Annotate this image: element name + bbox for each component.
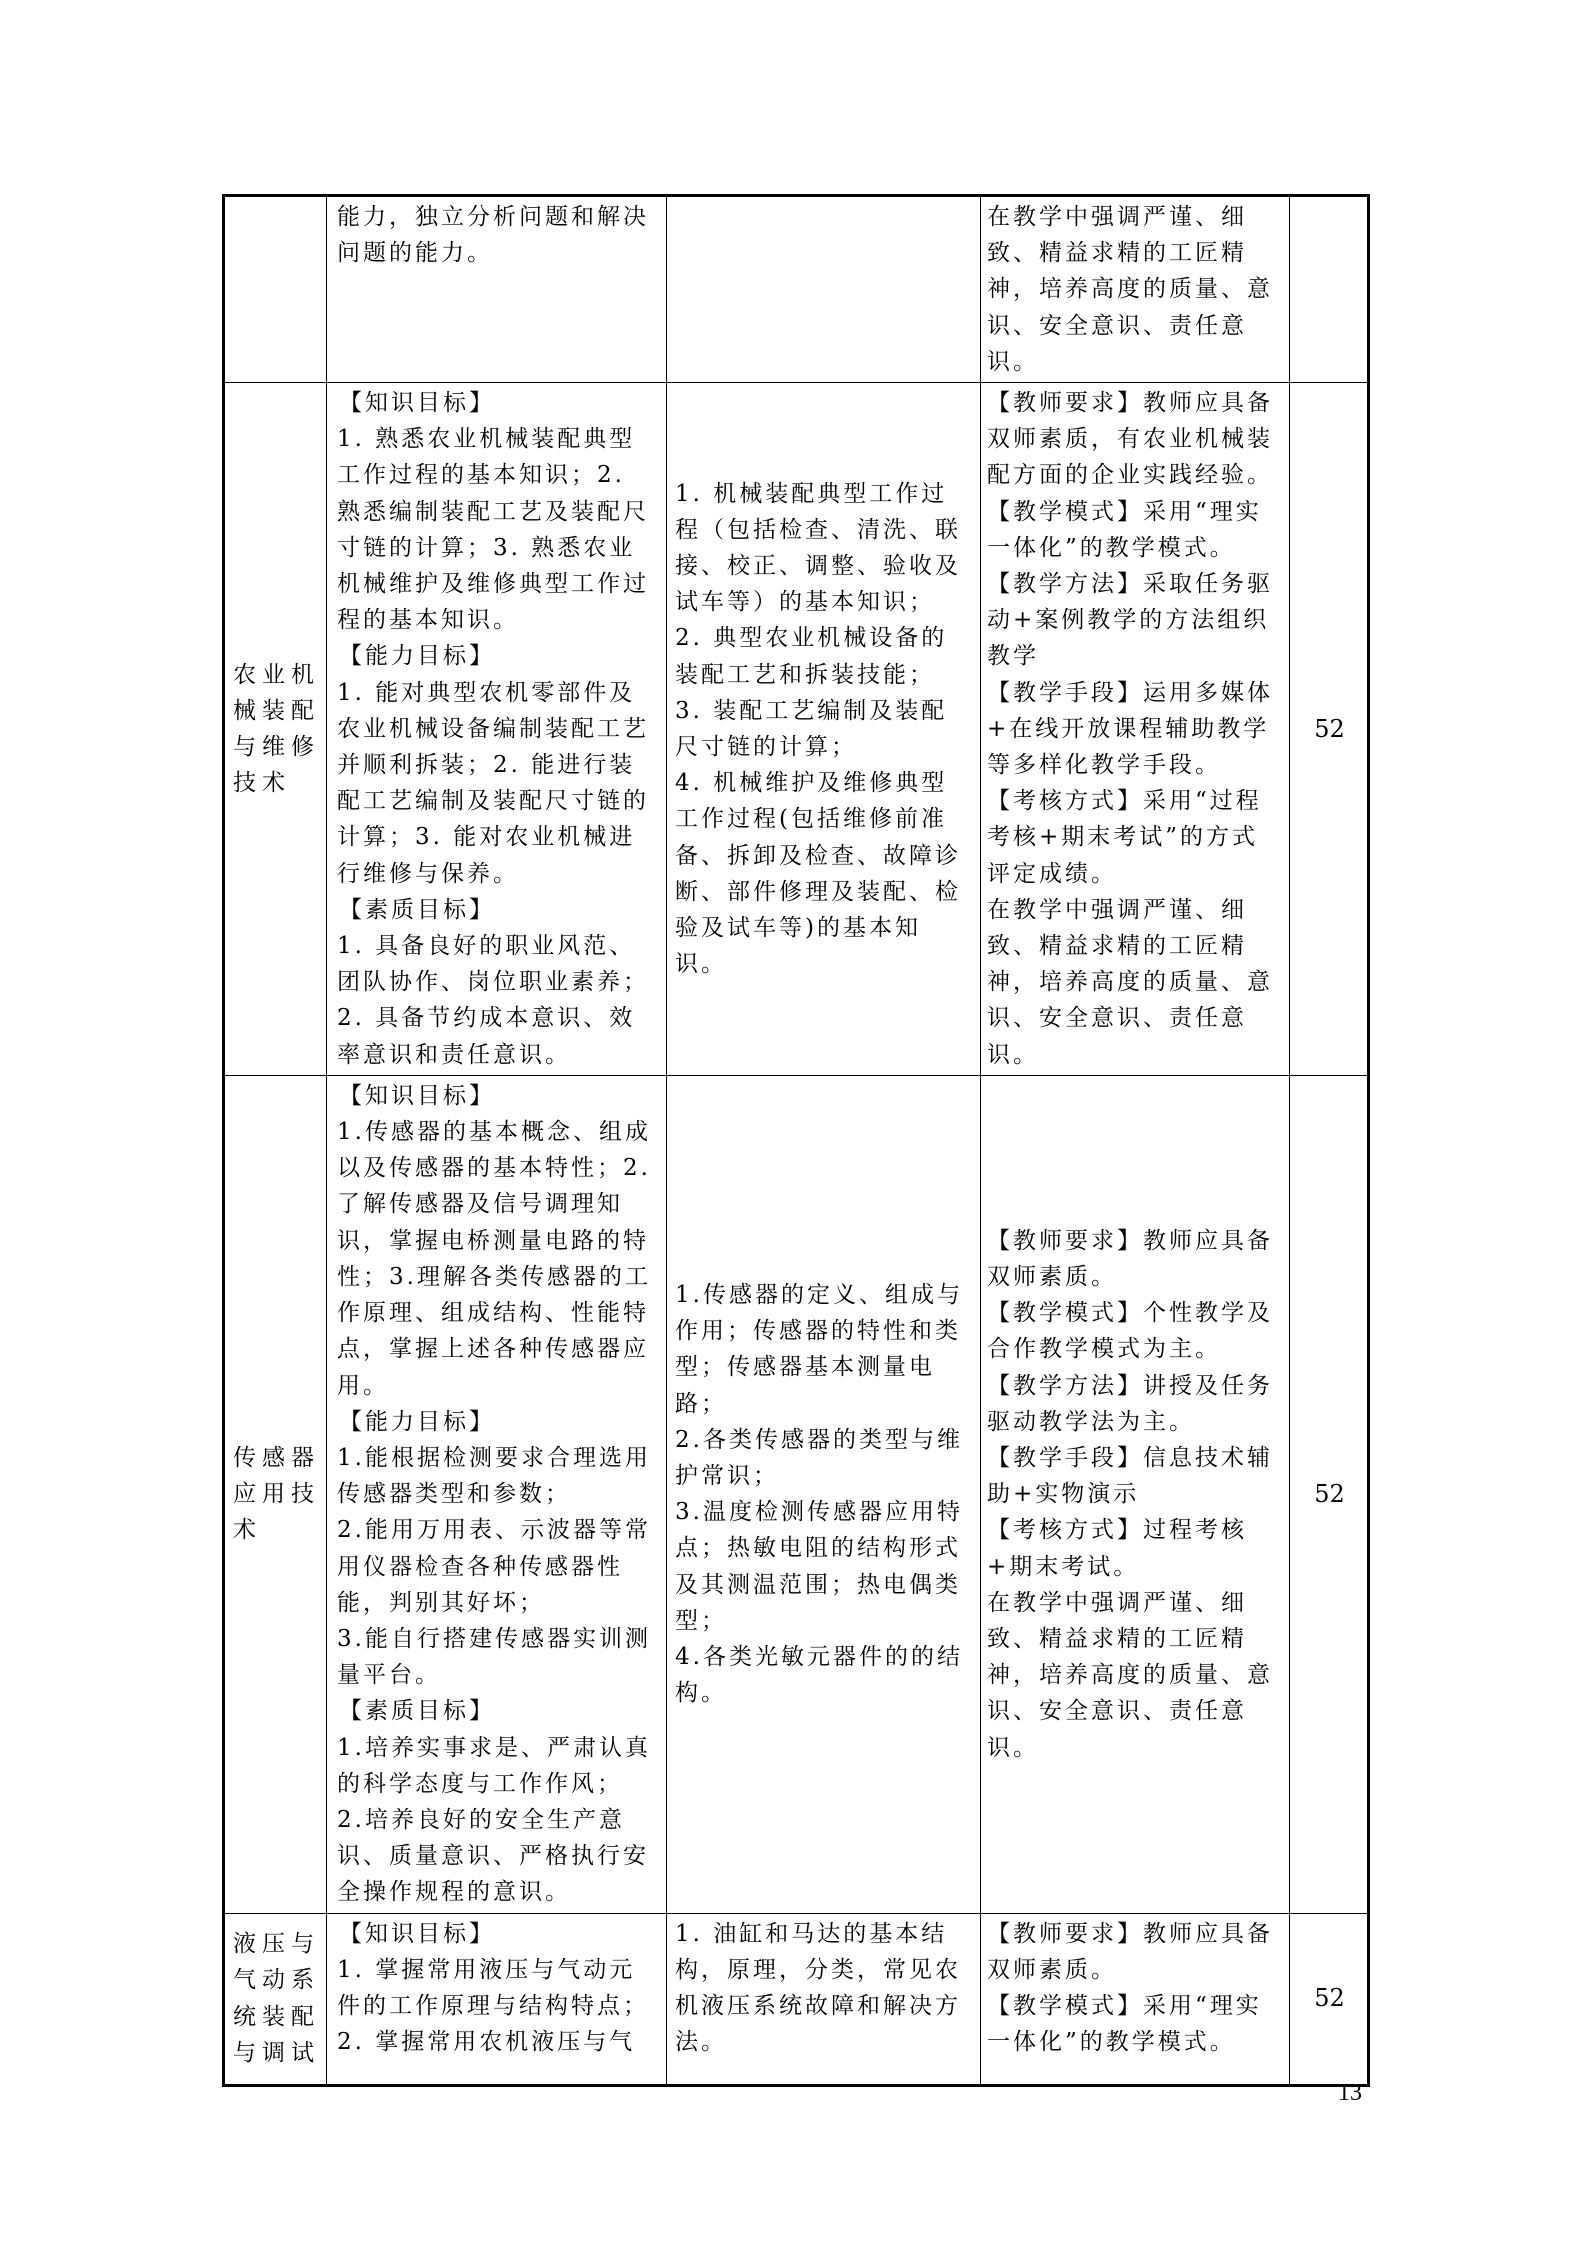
quality-goal-heading: 【素质目标】 [339,1698,495,1725]
objective-line: 2.能用万用表、示波器等常用仪器检查各种传感器性能，判别其好坏； [337,1517,651,1616]
table-row [224,196,1369,383]
teaching-mode: 【教学模式】采用“理实一体化”的教学模式。 [987,1992,1262,2056]
teaching-cell [981,1913,1290,2085]
teaching-mode: 【教学模式】采用“理实一体化”的教学模式。 [987,498,1262,561]
objective-line: 2. 具备节约成本意识、效率意识和责任意识。 [337,1005,636,1068]
teaching-means: 【教学手段】信息技术辅助+实物演示 [987,1444,1273,1508]
teaching-mode: 【教学模式】个性教学及合作教学模式为主。 [987,1300,1273,1363]
teaching-cell [981,196,1290,383]
assessment-method: 【考核方式】过程考核+期末考试。 [987,1517,1247,1580]
objectives-cell [327,196,667,383]
page-number: 13 [1338,2080,1362,2106]
teaching-method: 【教学方法】采取任务驱动+案例教学的方法组织教学 [987,571,1273,670]
content-line: 4. 机械维护及维修典型工作过程(包括维修前准备、拆卸及检查、故障诊断、部件修理及装配、检验及试车等)的基本知识。 [675,770,961,978]
content-line: 3.温度检测传感器应用特点；热敏电阻的结构形式及其测温范围；热电偶类型； [675,1499,963,1634]
objective-line: 1.培养实事求是、严肃认真的科学态度与工作作风； [337,1734,651,1797]
objective-line: 1. 具备良好的职业风范、团队协作、岗位职业素养； [337,933,649,996]
content-cell [667,1913,981,2085]
table-row [224,1075,1369,1913]
quality-goal-heading: 【素质目标】 [339,896,495,923]
content-line: 1. 油缸和马达的基本结构，原理，分类，常见农机液压系统故障和解决方法。 [675,1920,961,2056]
content-line: 2. 典型农业机械设备的装配工艺和拆装技能； [675,625,948,688]
teaching-cell [981,383,1290,1076]
objective-line: 3.能自行搭建传感器实训测量平台。 [337,1625,651,1689]
objectives-cell [327,1913,667,2085]
table-row [224,383,1369,1076]
knowledge-goal-heading: 【知识目标】 [339,1920,495,1947]
teaching-method: 【教学方法】讲授及任务驱动教学法为主。 [987,1372,1273,1435]
objective-line: 1. 熟悉农业机械装配典型工作过程的基本知识；2. 熟悉编制装配工艺及装配尺寸链的计算；3. 熟悉农业机械维护及维修典型工作过程的基本知识。 [337,426,649,634]
content-line: 4.各类光敏元器件的的结构。 [675,1644,963,1707]
content-line: 1.传感器的定义、组成与作用；传感器的特性和类型；传感器基本测量电路； [675,1281,963,1417]
objective-line: 1.能根据检测要求合理选用传感器类型和参数； [337,1444,651,1508]
content-line: 1. 机械装配典型工作过程（包括检查、清洗、联接、校正、调整、验收及试车等）的基本知识； [675,480,961,616]
objectives-cell [327,383,667,1076]
teacher-requirement: 【教师要求】教师应具备双师素质，有农业机械装配方面的企业实践经验。 [987,390,1273,489]
hours-cell: 52 [1290,1913,1369,2085]
hours-cell [1290,196,1369,383]
objective-line: 2. 掌握常用农机液压与气 [337,2029,636,2056]
knowledge-goal-heading: 【知识目标】 [339,390,495,417]
hours-cell: 52 [1290,383,1369,1076]
objective-line: 能力，独立分析问题和解决问题的能力。 [337,204,649,267]
objective-line: 1.传感器的基本概念、组成以及传感器的基本特性；2.了解传感器及信号调理知识，掌握电桥测量电路的特性；3.理解各类传感器的工作原理、组成结构、性能特点，掌握上述各种传感器应用。 [337,1119,651,1399]
objective-line: 1. 掌握常用液压与气动元件的工作原理与结构特点； [337,1956,649,2019]
ability-goal-heading: 【能力目标】 [339,1408,495,1435]
course-name-cell: 农业机械装配与维修技术 [224,383,327,1076]
objective-line: 1. 能对典型农机零部件及农业机械设备编制装配工艺并顺利拆装；2. 能进行装配工艺编制及装配尺寸链的计算；3. 能对农业机械进行维修与保养。 [337,679,649,887]
content-cell [667,383,981,1076]
ability-goal-heading: 【能力目标】 [339,643,495,670]
teacher-requirement: 【教师要求】教师应具备双师素质。 [987,1227,1273,1290]
hours-cell: 52 [1290,1075,1369,1913]
assessment-method: 【考核方式】采用“过程考核+期末考试”的方式评定成绩。 [987,788,1262,887]
objective-line: 2.培养良好的安全生产意识、质量意识、严格执行安全操作规程的意识。 [337,1806,649,1906]
course-name-cell [224,196,327,383]
curriculum-table [222,194,1370,2087]
course-name-cell: 液压与气动系统装配与调试 [224,1913,327,2085]
teaching-means: 【教学手段】运用多媒体+在线开放课程辅助教学等多样化教学手段。 [987,679,1273,779]
teaching-cell [981,1075,1290,1913]
table-row [224,1913,1369,2085]
course-name-cell: 传感器应用技术 [224,1075,327,1913]
craftsmanship-note: 在教学中强调严谨、细致、精益求精的工匠精神，培养高度的质量、意识、安全意识、责任意识。 [987,1589,1273,1761]
teaching-line: 在教学中强调严谨、细致、精益求精的工匠精神，培养高度的质量、意识、安全意识、责任意识。 [987,204,1273,375]
objectives-cell [327,1075,667,1913]
craftsmanship-note: 在教学中强调严谨、细致、精益求精的工匠精神，培养高度的质量、意识、安全意识、责任意识。 [987,896,1273,1068]
content-cell [667,196,981,383]
teacher-requirement: 【教师要求】教师应具备双师素质。 [987,1920,1273,1983]
content-line: 3. 装配工艺编制及装配尺寸链的计算； [675,697,948,760]
content-cell [667,1075,981,1913]
knowledge-goal-heading: 【知识目标】 [339,1082,495,1109]
content-line: 2.各类传感器的类型与维护常识； [675,1426,963,1489]
